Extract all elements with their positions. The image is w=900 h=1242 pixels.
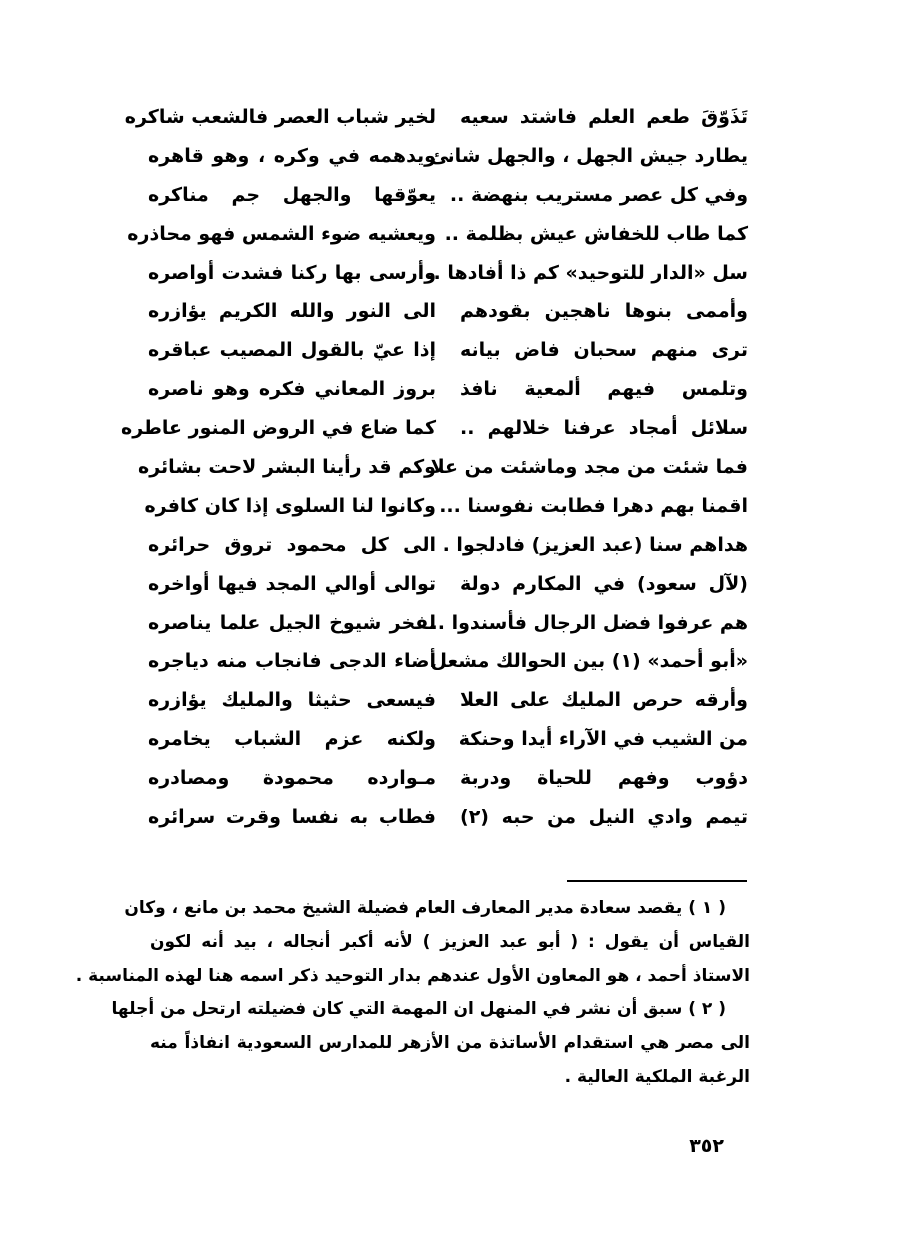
verse-right-hemistich: اقمنا بهم دهرا فطابت نفوسنا ...: [439, 494, 748, 517]
verse-15: [148, 642, 748, 681]
verse-left-hemistich: توالى أوالي المجد فيها أواخره: [148, 572, 436, 595]
verse-left-hemistich: فطاب به نفسا وقرت سرائره: [148, 806, 436, 829]
verse-left-hemistich: إذا عيّ بالقول المصيب عباقره: [148, 339, 436, 362]
verse-7: [148, 331, 748, 370]
verse-left-hemistich: الى كل محمود تروق حرائره: [148, 533, 436, 556]
verse-left-hemistich: الى النور والله الكريم يؤازره: [148, 300, 436, 323]
footnote-line: الى مصر هي استقدام الأساتذة من الأزهر للمدارس السعودية انفاذاً منه: [150, 1033, 750, 1054]
verse-left-hemistich: ويعشيه ضوء الشمس فهو محاذره: [127, 222, 436, 245]
verse-6: [148, 292, 748, 331]
verse-right-hemistich: هم عرفوا فضل الرجال فأسندوا ..: [430, 611, 748, 634]
verse-12: [148, 526, 748, 565]
verse-left-hemistich: ولكنه عزم الشباب يخامره: [148, 728, 436, 751]
verse-right-hemistich: وفي كل عصر مستريب بنهضة ..: [449, 183, 748, 206]
verse-4: [127, 215, 748, 254]
verse-left-hemistich: وكانوا لنا السلوى إذا كان كافره: [144, 494, 436, 517]
verse-right-hemistich: فما شئت من مجد وماشئت من علا: [430, 456, 748, 479]
verse-14: [148, 604, 748, 643]
verse-right-hemistich: يطارد جيش الجهل ، والجهل شانئ: [430, 144, 748, 167]
verse-left-hemistich: وكم قد رأينا البشر لاحت بشائره: [137, 456, 436, 479]
verse-left-hemistich: وأرسى بها ركنا فشدت أواصره: [148, 261, 436, 284]
verse-right-hemistich: دؤوب وفهم للحياة ودربة: [460, 767, 748, 790]
verse-left-hemistich: ويدهمه في وكره ، وهو قاهره: [148, 144, 436, 167]
verse-right-hemistich: من الشيب في الآراء أيدا وحنكة: [458, 728, 748, 751]
verse-right-hemistich: ترى منهم سحبان فاض بيانه: [460, 339, 748, 362]
footnote-line: ( ٢ ) سبق أن نشر في المنهل ان المهمة التي كان فضيلته ارتحل من أجلها: [111, 999, 726, 1020]
verse-left-hemistich: كما ضاع في الروض المنور عاطره: [120, 417, 436, 440]
footnotes: [75, 892, 750, 1095]
verse-left-hemistich: لخير شباب العصر فالشعب شاكره: [124, 106, 436, 128]
verse-10: [137, 448, 748, 487]
verse-left-hemistich: بروز المعاني فكره وهو ناصره: [148, 378, 436, 401]
verse-left-hemistich: أضاء الدجى فانجاب منه دياجره: [148, 650, 436, 673]
footnote-line: الرغبة الملكية العالية .: [564, 1066, 750, 1087]
verse-3: [148, 176, 748, 215]
verse-left-hemistich: يعوّقها والجهل جم مناكره: [148, 183, 436, 206]
verse-right-hemistich: سلائل أمجاد عرفنا خلالهم ..: [460, 417, 748, 440]
verse-left-hemistich: فيسعى حثيثا والمليك يؤازره: [148, 689, 436, 712]
verse-19: [148, 798, 748, 837]
verse-11: [144, 487, 748, 526]
verse-16: [148, 681, 748, 720]
verse-right-hemistich: تيمم وادي النيل من حبه (٢): [460, 806, 748, 829]
verse-right-hemistich: وأرقه حرص المليك على العلا: [460, 689, 748, 712]
verse-right-hemistich: كما طاب للخفاش عيش بظلمة ..: [444, 222, 748, 245]
verse-2: [148, 137, 748, 176]
verse-right-hemistich: «أبو أحمد» (١) بين الحوالك مشعل: [430, 650, 748, 673]
verse-right-hemistich: تَذَوّقَ طعم العلم فاشتد سعيه: [460, 106, 748, 128]
verse-8: [148, 370, 748, 409]
verse-right-hemistich: وتلمس فيهم ألمعية نافذ: [460, 378, 748, 401]
poem: [120, 98, 748, 837]
verse-1: [124, 98, 748, 137]
verse-right-hemistich: (لآل سعود) في المكارم دولة: [460, 572, 748, 595]
verse-right-hemistich: سل «الدار للتوحيد» كم ذا أفادها ..: [426, 261, 748, 284]
verse-17: [148, 720, 748, 759]
footnote-divider: [567, 880, 747, 882]
footnote-line: ( ١ ) يقصد سعادة مدير المعارف العام فضيلة الشيخ محمد بن مانع ، وكان: [124, 898, 726, 918]
verse-left-hemistich: مـوارده محمودة ومصادره: [148, 767, 436, 790]
verse-9: [120, 409, 748, 448]
verse-13: [148, 565, 748, 604]
page-number: ٣٥٢: [689, 1135, 724, 1157]
verse-right-hemistich: وأممى بنوها ناهجين بقودهم: [460, 300, 748, 323]
footnote-line: الاستاذ أحمد ، هو المعاون الأول عندهم بدار التوحيد ذكر اسمه هنا لهذه المناسبة .: [75, 965, 750, 986]
verse-18: [148, 759, 748, 798]
verse-5: [148, 254, 748, 293]
footnote-line: القياس أن يقول : ( أبو عبد العزيز ) لأنه أكبر أنجاله ، بيد أنه لكون: [150, 931, 750, 952]
verse-left-hemistich: لفخر شيوخ الجيل علما يناصره: [148, 611, 436, 634]
verse-right-hemistich: هداهم سنا (عبد العزيز) فادلجوا .: [442, 533, 748, 556]
